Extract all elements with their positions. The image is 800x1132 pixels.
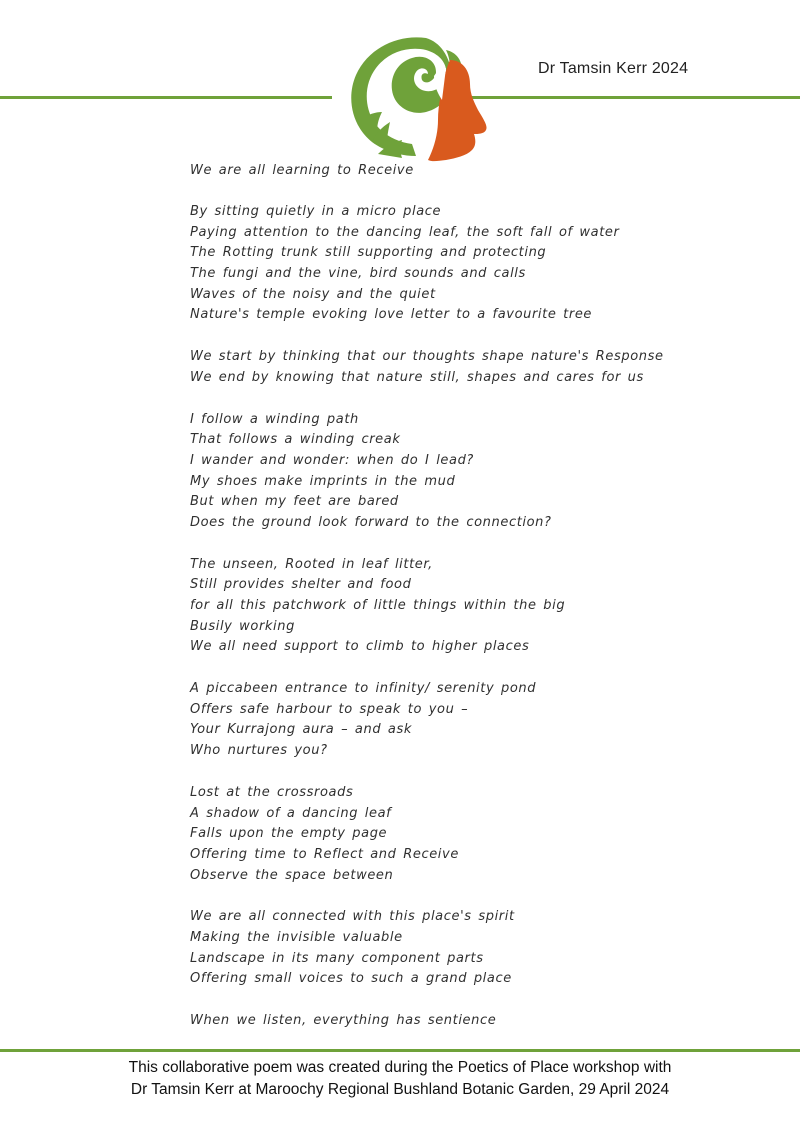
- poem-title: We are all learning to Receive: [190, 163, 414, 178]
- poem-line: Offers safe harbour to speak to you –: [190, 701, 469, 717]
- poem-line: That follows a winding creak: [190, 432, 401, 448]
- poem-line: I follow a winding path: [190, 411, 359, 427]
- stanza-7: [190, 907, 710, 990]
- koru-leaf-face-logo-icon: [338, 30, 498, 165]
- stanza-5: [190, 679, 710, 762]
- stanza-2: [190, 347, 710, 388]
- poem-line: Waves of the noisy and the quiet: [190, 286, 436, 302]
- poem-line: A piccabeen entrance to infinity/ serenity pond: [190, 681, 537, 697]
- poem-line: Making the invisible valuable: [190, 929, 403, 945]
- poem-line: We are all connected with this place's spirit: [190, 909, 515, 925]
- poem-line: The unseen, Rooted in leaf litter,: [190, 556, 433, 572]
- stanza-4: [190, 555, 710, 658]
- footer-line-2: Dr Tamsin Kerr at Maroochy Regional Bushland Botanic Garden, 29 April 2024: [130, 1081, 670, 1098]
- poem-line: The fungi and the vine, bird sounds and calls: [190, 266, 526, 282]
- poem-line: We start by thinking that our thoughts shape nature's Response: [190, 349, 664, 365]
- poem-line: My shoes make imprints in the mud: [190, 473, 456, 489]
- poem-line: Nature's temple evoking love letter to a favourite tree: [190, 307, 593, 323]
- poem-line: Observe the space between: [190, 867, 394, 883]
- poem-line: The Rotting trunk still supporting and protecting: [190, 245, 547, 261]
- header-rule-right: [468, 96, 800, 99]
- footer-rule: [0, 1049, 800, 1052]
- poem: [190, 160, 710, 1053]
- header-rule-left: [0, 96, 332, 99]
- author-header: Dr Tamsin Kerr 2024: [538, 60, 689, 77]
- poem-line: Paying attention to the dancing leaf, the soft fall of water: [190, 224, 620, 240]
- poem-line: I wander and wonder: when do I lead?: [190, 452, 474, 468]
- footer-line-1: This collaborative poem was created during the Poetics of Place workshop with: [128, 1059, 672, 1076]
- stanza-6: [190, 783, 710, 886]
- poem-line: A shadow of a dancing leaf: [190, 805, 392, 821]
- poem-line: Lost at the crossroads: [190, 784, 354, 800]
- poem-line: By sitting quietly in a micro place: [190, 204, 442, 219]
- stanza-3: [190, 410, 710, 534]
- poem-line: Who nurtures you?: [190, 743, 328, 759]
- footer-credit: [0, 1057, 800, 1101]
- poem-line: Still provides shelter and food: [190, 577, 412, 593]
- poem-line: Does the ground look forward to the connection?: [190, 514, 552, 530]
- poem-line: for all this patchwork of little things within the big: [190, 598, 566, 613]
- stanza-8: [190, 1011, 710, 1032]
- poem-line: We all need support to climb to higher places: [190, 639, 530, 655]
- poem-line: Offering time to Reflect and Receive: [190, 846, 459, 862]
- poem-line: But when my feet are bared: [190, 494, 399, 510]
- poem-line: Falls upon the empty page: [190, 826, 388, 842]
- poem-line: When we listen, everything has sentience: [190, 1013, 497, 1028]
- stanza-1: [190, 202, 710, 326]
- poem-line: We end by knowing that nature still, shapes and cares for us: [190, 369, 644, 385]
- poem-line: Offering small voices to such a grand place: [190, 971, 512, 987]
- poem-line: Busily working: [190, 618, 295, 634]
- poem-line: Your Kurrajong aura – and ask: [190, 722, 412, 738]
- poem-line: Landscape in its many component parts: [190, 950, 484, 966]
